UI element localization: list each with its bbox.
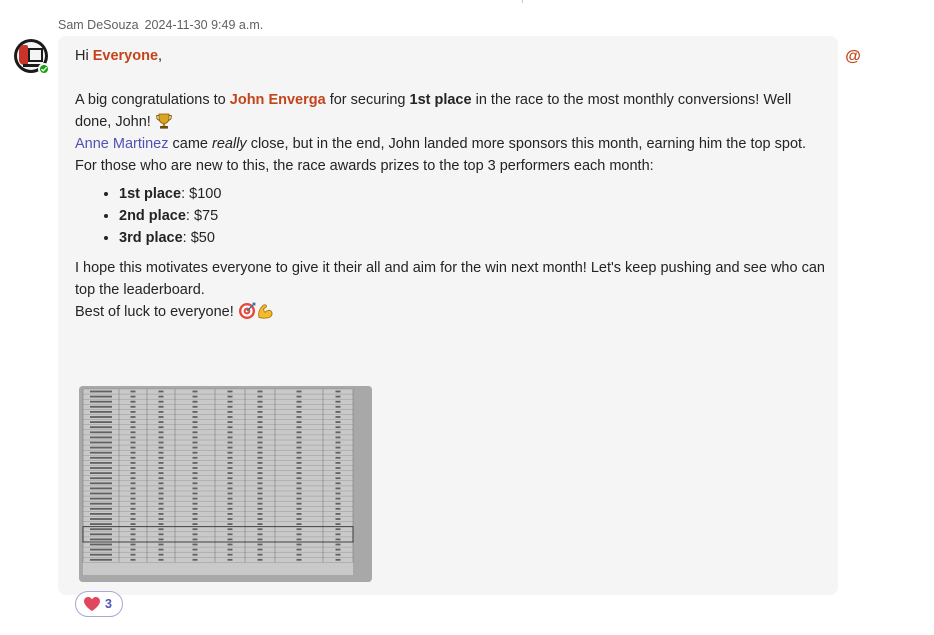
prize-place: 2nd place	[119, 208, 186, 224]
closing-line	[75, 301, 830, 323]
reaction-count: 3	[105, 597, 112, 611]
mention-john-enverga[interactable]: John Enverga	[229, 92, 326, 108]
text-run: Best of luck to everyone!	[75, 304, 238, 320]
target-icon	[238, 302, 256, 320]
list-item	[119, 227, 830, 249]
sender-name[interactable]: Sam DeSouza	[58, 18, 139, 32]
avatar-logo-frame	[28, 48, 43, 62]
prize-list	[75, 183, 830, 249]
prize-place: 3rd place	[119, 230, 183, 246]
flexed-biceps-icon	[256, 302, 274, 320]
text-run: for securing	[325, 92, 410, 108]
list-item	[119, 205, 830, 227]
text-run: in the race to the most monthly conversions! Well done, John!	[75, 92, 792, 130]
bold-first-place: 1st place	[409, 92, 472, 108]
runner-up-paragraph	[75, 133, 830, 155]
mention-everyone[interactable]: Everyone	[92, 48, 159, 64]
message-timestamp: 2024-11-30 9:49 a.m.	[144, 18, 264, 32]
congratulations-paragraph	[75, 89, 830, 133]
mention-indicator-icon[interactable]: @	[845, 48, 861, 65]
greeting-line	[75, 45, 830, 67]
text-run: came	[168, 136, 213, 152]
message-header	[58, 18, 263, 32]
prizes-intro: For those who are new to this, the race awards prizes to the top 3 performers each month:	[75, 158, 654, 174]
text-run: A big congratulations to	[75, 92, 230, 108]
heart-icon	[83, 596, 101, 612]
prize-amount: : $50	[182, 230, 215, 246]
greeting-text: Hi	[75, 48, 93, 64]
text-run: close, but in the end, John landed more sponsors this month, earning him the top spot.	[246, 136, 807, 152]
prize-amount: : $100	[181, 186, 222, 202]
italic-really: really	[212, 136, 247, 152]
spreadsheet-thumbnail	[79, 386, 372, 582]
message-body	[75, 45, 830, 323]
presence-available-icon	[38, 63, 50, 75]
message-bubble	[58, 36, 838, 595]
prize-amount: : $75	[185, 208, 219, 224]
divider	[522, 0, 523, 3]
avatar-logo-mark	[19, 45, 28, 65]
trophy-icon	[155, 112, 173, 130]
paragraph-gap	[75, 67, 830, 89]
prize-place: 1st place	[119, 186, 182, 202]
greeting-comma: ,	[158, 48, 163, 64]
mention-anne-martinez[interactable]: Anne Martinez	[75, 136, 169, 152]
list-item	[119, 183, 830, 205]
reaction-heart-button[interactable]	[75, 591, 123, 617]
motivation-paragraph: I hope this motivates everyone to give it their all and aim for the win next month! Let's keep pushing and see who can top the leaderboard.	[75, 260, 825, 298]
spreadsheet-image-attachment[interactable]	[79, 386, 372, 582]
